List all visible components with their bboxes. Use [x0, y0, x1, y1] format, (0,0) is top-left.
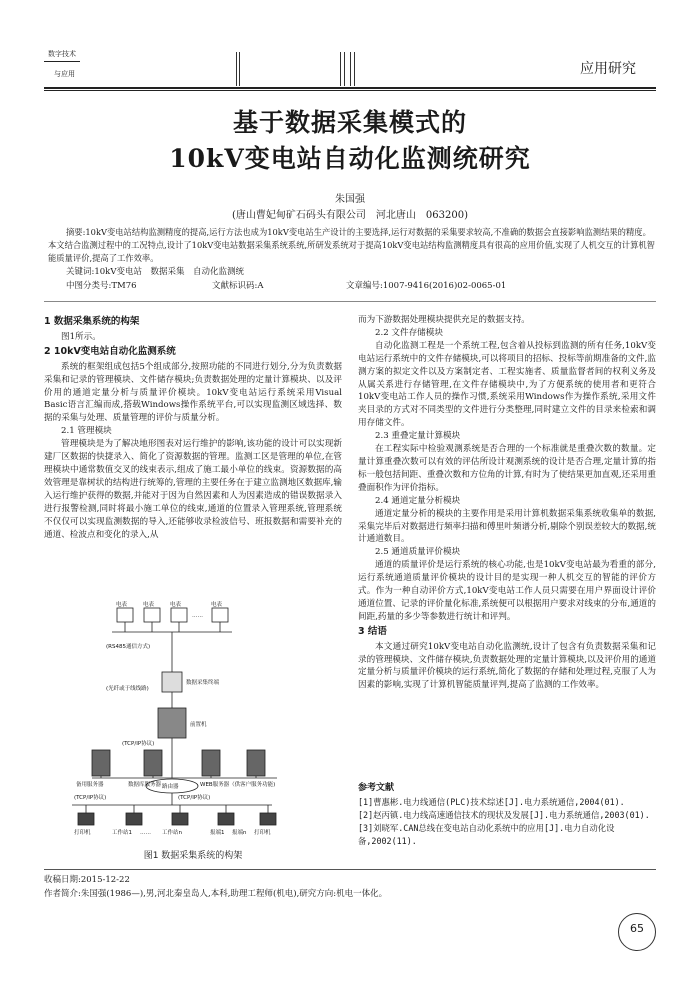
subsection-heading-2-1: 2.1 管理模块: [61, 426, 112, 437]
fiber-label: (光纤或于线线路): [106, 686, 149, 692]
ellipsis: ……: [192, 613, 203, 619]
affiliation: (唐山曹妃甸矿石码头有限公司 河北唐山 063200): [232, 210, 468, 221]
meter-box: [144, 608, 160, 622]
author: 朱国强: [335, 194, 365, 205]
author-bio: 作者简介:朱国强(1986—),男,河北秦皇岛人,本科,助理工程师(机电),研究方向:机电一体化。: [44, 889, 388, 899]
tcpip-label: (TCP/IP协议): [122, 741, 155, 747]
db-server-label: 数据库服务器: [128, 782, 162, 788]
section-heading-3: 3 结语: [358, 625, 387, 637]
logo-line2: 与应用: [54, 70, 75, 78]
reference-item: [1]曹惠彬.电力线通信(PLC)技术综述[J].电力系统通信,2004(01).: [358, 797, 625, 807]
header-decoration: [236, 52, 466, 86]
meter-box: [171, 608, 187, 622]
concentrator-label: 数据采集终端: [186, 680, 220, 686]
keywords: 关键词:10kV变电站 数据采集 自动化监测统: [66, 267, 244, 277]
abstract: 摘要:10kV变电站结构监测精度的提高,运行方法也成为10kV变电站生产设计的主要选择,运行对数据的采集要求较高,不准确的数据会直接影响监测结果的精度。本文结合监测过程中的工况特点,设计了10kV变电站数据采集系统系统,所研发系统对于提高10kV变电站结构监测精度具有很高的应用价值,实现了人机交互的计算机智能质量评价,提高了工作效率。: [48, 227, 655, 263]
router-label: 路由器: [162, 784, 179, 790]
meter-label: 电表: [170, 602, 182, 608]
header-rule-thin: [44, 90, 656, 91]
paragraph: 本文通过研究10kV变电站自动化监测统,设计了包含有负责数据采集和记录的管理模块、文件储存模块,负责数据处理的定量计算模块,以及评价用的通道定量分析与质量评价模块的运行系统,简化了数据的存储和处理过程,克服了人为因素的影响,实现了计算机智能质量评判,提高了监测的工作效率。: [358, 641, 656, 691]
received-date: 收稿日期:2015-12-22: [44, 875, 130, 885]
meter-label: 电表: [116, 602, 128, 608]
journal-logo: [44, 49, 104, 85]
teln-label: 报端n: [232, 830, 247, 836]
title-line1: 基于数据采集模式的: [232, 108, 467, 137]
paragraph: 管理模块是为了解决地形图表对运行维护的影响,该功能的设计可以实现新建厂区数据的快捷录入、简化了资源数据的管理。监测工区是管理的单位,在管理模块中通常数值交叉的线束表示,组成了施工最小单位的线束。资源数据的高效管理是靠树状的结构进行统筹的,管理的主要任务在于建立监测地区数据库,输入运行维护获得的数据,并能对于因为自然因素和人为因素造成的错误数据录入进行报警检测,同时将最小施工单位的线束,通道的位置录入管理系统,管理系统不仅仅可以实现监测数据的导入,还能够收录检波信号、班报数据和需要补充的通道、检波点和变化的录入,从: [44, 439, 342, 540]
paragraph: 自动化监测工程是一个系统工程,包含着从投标到监测的所有任务,10kV变电站运行系统中的文件存储模块,可以将项目的招标、投标等前期准备的文件,监测方案的拟定文件以及方案制定者、工程实施者、质量监督者间的权利义务及从属关系进行存储管理,在文件存储模块中,为了方便系统的使用者和更符合10kV变电站工作人员的操作习惯,系统采用Windows作为操作系统,采用文件夹目录的方式对不同类型的文件进行分类整理,同时建立文件的目录来检索和调用存储文件。: [358, 340, 656, 429]
paragraph: 通道定量分析的模块的主要作用是采用计算机数据采集系统收集单的数据,采集完毕后对数据进行频率扫描和傅里叶频谱分析,剔除个别误差较大的数据,统计通道数目。: [358, 508, 656, 545]
section-heading-1: 1 数据采集系统的构架: [44, 316, 140, 327]
references-list: [358, 796, 656, 848]
title-line2: 10kV变电站自动化监测统研究: [169, 144, 531, 173]
section-heading-2: 2 10kV变电站自动化监测系统: [44, 345, 176, 357]
web-server-label: WEB服务器（供客户服务功能): [200, 782, 276, 788]
right-column: [358, 314, 656, 692]
ws1-label: 工作站1: [112, 830, 132, 836]
clc-number: 中图分类号:TM76: [66, 281, 137, 291]
section-label: 应用研究: [580, 61, 636, 77]
footer-rule: [44, 869, 656, 870]
page-number: 65: [630, 922, 644, 935]
meter-label: 电表: [143, 602, 155, 608]
meter-box: [117, 608, 133, 622]
tcpip-label-left: (TCP/IP协议): [74, 795, 107, 801]
article-number: 文章编号:1007-9416(2016)02-0065-01: [346, 281, 507, 291]
ellipsis: ……: [140, 830, 151, 836]
wsn-label: 工作站n: [162, 830, 182, 836]
system-architecture-figure: [72, 600, 322, 845]
figure-caption: 图1 数据采集系统的构架: [143, 851, 243, 861]
doc-code: 文献标识码:A: [212, 281, 264, 291]
logo-line1: 数字技术: [44, 49, 80, 62]
left-column: [44, 314, 342, 541]
references-title: 参考文献: [358, 783, 395, 793]
subsection-heading-2-2: 2.2 文件存储模块: [375, 327, 443, 338]
subsection-heading-2-5: 2.5 通道质量评价模块: [375, 547, 461, 558]
tel1-label: 报端1: [210, 830, 225, 836]
reference-item: [3]刘晓军.CAN总线在变电站自动化系统中的应用[J].电力自动化设备,2002(11).: [358, 823, 615, 846]
subsection-heading-2-3: 2.3 重叠定量计算模块: [375, 431, 461, 442]
reference-item: [2]赵丙镇.电力线高速通信技术的现状及发展[J].电力系统通信,2003(01).: [358, 810, 650, 820]
printer-label: 打印机: [74, 830, 91, 836]
rs485-label: (RS485通信方式): [106, 644, 151, 650]
meter-label: 电表: [211, 602, 223, 608]
paragraph: 系统的框架组成包括5个组成部分,按照功能的不同进行划分,分为负责数据采集和记录的管理模块、文件储存模块;负责数据处理的定量计算模块、以及评价用的通道定量分析与质量评价模块。10kV变电站运行系统采用Visual Basic语言汇编而成,搭载Windows操作系统平台,可以实现监测区域选择、数据的采集与处理、质量管理的评价与质量分析。: [44, 361, 342, 424]
backup-server-label: 备用服务器: [76, 782, 104, 788]
paragraph: 在工程实际中检验观测系统是否合理的一个标准就是重叠次数的数量。定量计算重叠次数可以有效的评估所设计观测系统的设计是否合理,定量计算的指标一般包括间距、重叠次数和方位角的计算,有时为了使结果更加直观,还采用重叠面积作为评价指标。: [358, 444, 656, 493]
meter-box: [212, 608, 228, 622]
paragraph: 而为下游数据处理模块提供充足的数据支持。: [358, 315, 530, 325]
frontend-label: 前置机: [190, 722, 207, 728]
divider: [44, 301, 656, 302]
printer-label: 打印机: [254, 830, 271, 836]
header-rule: [44, 87, 656, 89]
paragraph: 通道的质量评价是运行系统的核心功能,也是10kV变电站最为看重的部分,运行系统通道质量评价模块的设计目的是实现一种人机交互的智能的评价方式。作为一种自动评价方式,10kV变电站工作人员只需要在用户界面设计评价通道位置、记录的评价量化标准,系统便可以根据用户要求对线束的分布,通道的间距,药量的多少等参数进行统计和评判。: [358, 560, 656, 622]
subsection-heading-2-4: 2.4 通道定量分析模块: [375, 495, 461, 506]
tcpip-label-right: (TCP/IP协议): [178, 795, 211, 801]
paragraph: 图1所示。: [61, 331, 101, 342]
